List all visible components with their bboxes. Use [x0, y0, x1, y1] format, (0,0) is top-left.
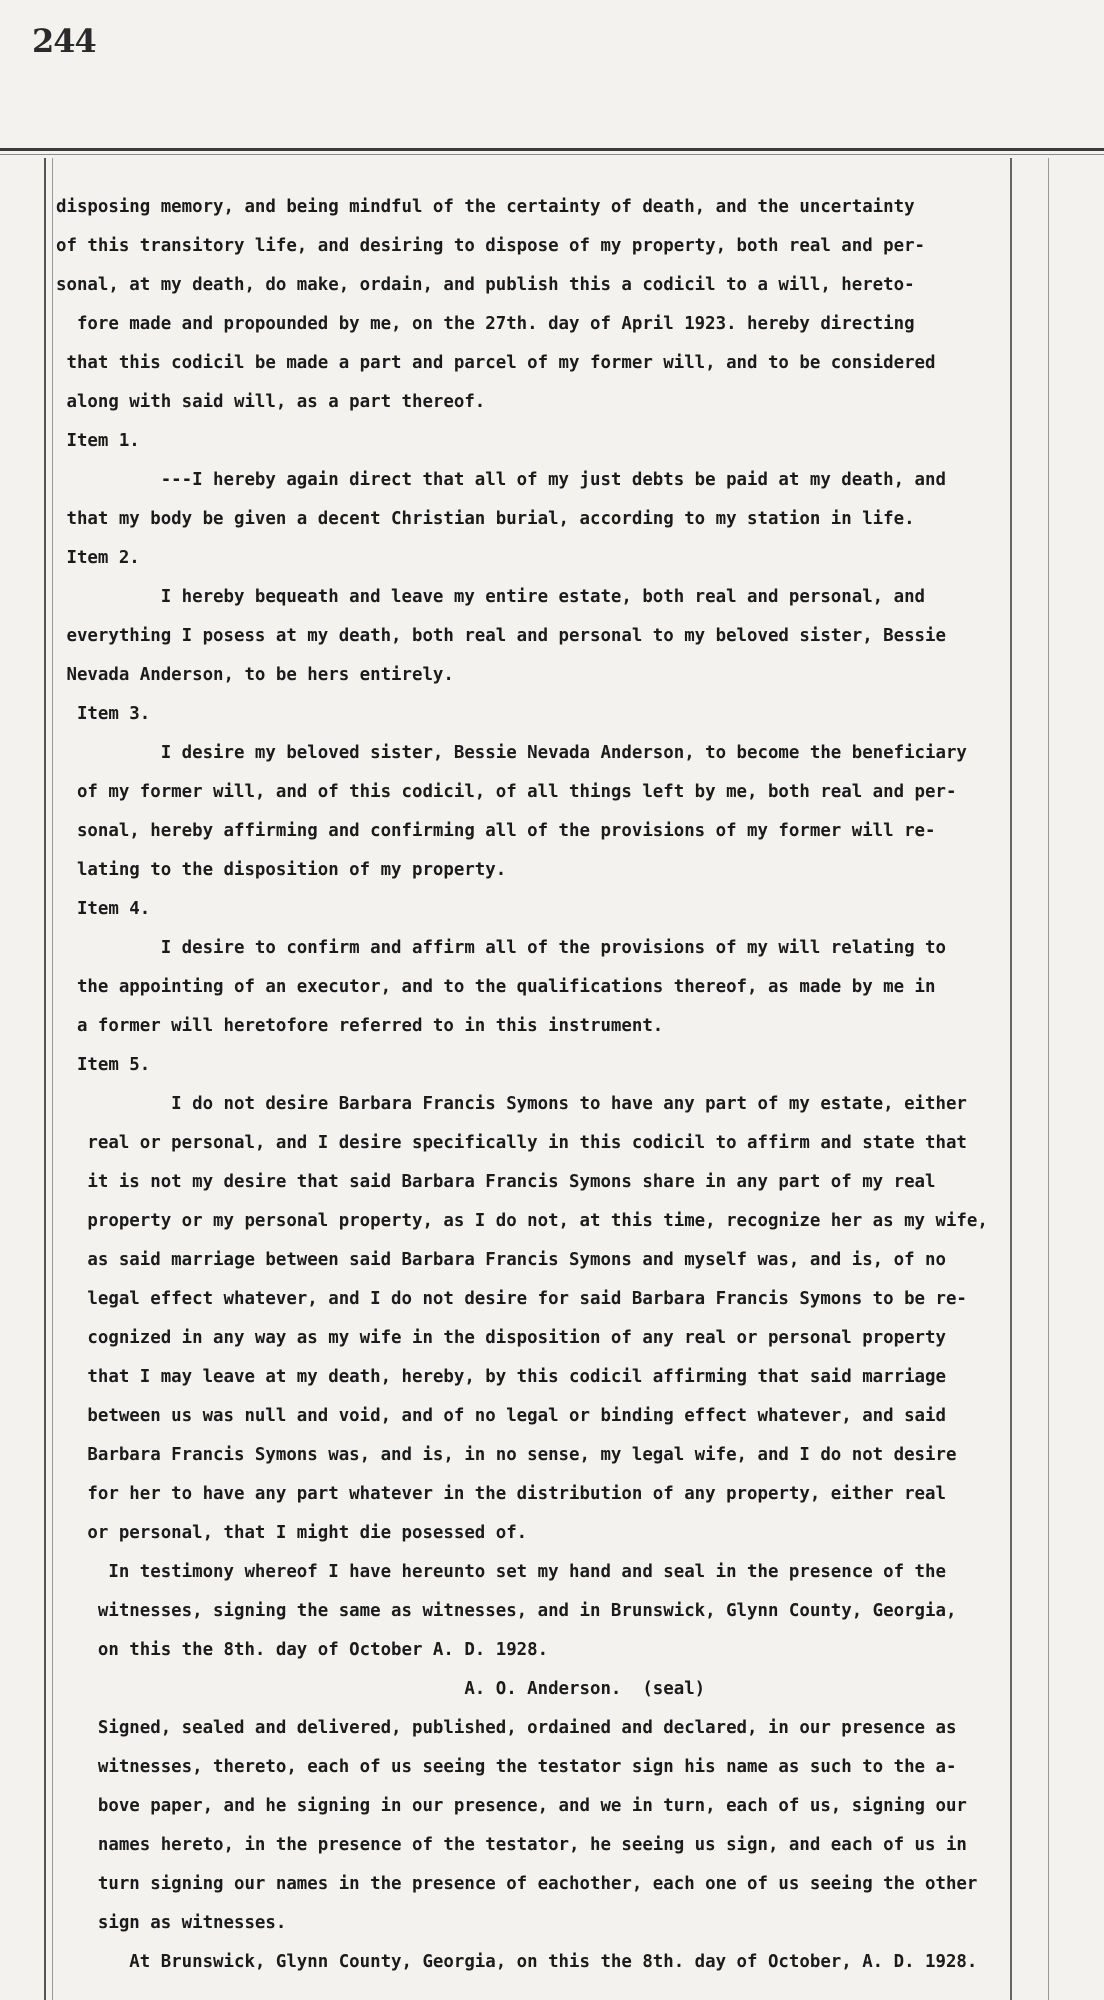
text-line: ---I hereby again direct that all of my just debts be paid at my death, and	[56, 470, 946, 490]
text-line: bove paper, and he signing in our presence, and we in turn, each of us, signing our	[56, 1796, 967, 1816]
text-line: sonal, at my death, do make, ordain, and publish this a codicil to a will, hereto-	[56, 275, 915, 295]
text-line: along with said will, as a part thereof.	[56, 392, 486, 412]
text-line: sonal, hereby affirming and confirming all of the provisions of my former will re-	[56, 821, 936, 841]
text-line: disposing memory, and being mindful of the certainty of death, and the uncertainty	[56, 197, 915, 217]
text-line: for her to have any part whatever in the distribution of any property, either real	[56, 1484, 946, 1504]
text-line: Item 5.	[56, 1055, 151, 1075]
text-line: names hereto, in the presence of the testator, he seeing us sign, and each of us in	[56, 1835, 967, 1855]
codicil-text-block	[56, 188, 1046, 1982]
text-line: Item 4.	[56, 899, 151, 919]
text-line: the appointing of an executor, and to the qualifications thereof, as made by me in	[56, 977, 936, 997]
text-line: as said marriage between said Barbara Francis Symons and myself was, and is, of no	[56, 1250, 946, 1270]
top-rule	[0, 148, 1104, 155]
text-line: legal effect whatever, and I do not desire for said Barbara Francis Symons to be re-	[56, 1289, 967, 1309]
text-line: of this transitory life, and desiring to dispose of my property, both real and per-	[56, 236, 926, 256]
text-line: I do not desire Barbara Francis Symons to have any part of my estate, either	[56, 1094, 967, 1114]
text-line: that my body be given a decent Christian burial, according to my station in life.	[56, 509, 915, 529]
text-line: a former will heretofore referred to in this instrument.	[56, 1016, 664, 1036]
text-line: I desire to confirm and affirm all of the provisions of my will relating to	[56, 938, 946, 958]
page-number: 244	[32, 22, 96, 60]
text-line: real or personal, and I desire specifically in this codicil to affirm and state that	[56, 1133, 967, 1153]
text-line: Item 3.	[56, 704, 151, 724]
text-line: sign as witnesses.	[56, 1913, 287, 1933]
text-line: A. O. Anderson. (seal)	[56, 1679, 706, 1699]
text-line: At Brunswick, Glynn County, Georgia, on this the 8th. day of October, A. D. 1928.	[56, 1952, 978, 1972]
text-line: fore made and propounded by me, on the 27th. day of April 1923. hereby directing	[56, 314, 915, 334]
text-line: I hereby bequeath and leave my entire estate, both real and personal, and	[56, 587, 926, 607]
text-line: Item 1.	[56, 431, 140, 451]
text-line: witnesses, signing the same as witnesses, and in Brunswick, Glynn County, Georgia,	[56, 1601, 957, 1621]
text-line: Barbara Francis Symons was, and is, in no sense, my legal wife, and I do not desire	[56, 1445, 957, 1465]
text-line: on this the 8th. day of October A. D. 1928.	[56, 1640, 549, 1660]
left-margin-frame	[44, 158, 53, 2000]
text-line: turn signing our names in the presence of eachother, each one of us seeing the other	[56, 1874, 978, 1894]
text-line: witnesses, thereto, each of us seeing the testator sign his name as such to the a-	[56, 1757, 957, 1777]
text-line: everything I posess at my death, both real and personal to my beloved sister, Bessie	[56, 626, 946, 646]
text-line: it is not my desire that said Barbara Francis Symons share in any part of my real	[56, 1172, 936, 1192]
text-line: Nevada Anderson, to be hers entirely.	[56, 665, 454, 685]
text-line: lating to the disposition of my property.	[56, 860, 507, 880]
text-line: cognized in any way as my wife in the disposition of any real or personal property	[56, 1328, 946, 1348]
right-outer-frame	[1048, 158, 1049, 2000]
text-line: that this codicil be made a part and parcel of my former will, and to be considered	[56, 353, 936, 373]
text-line: Item 2.	[56, 548, 140, 568]
text-line: property or my personal property, as I do not, at this time, recognize her as my wife,	[56, 1211, 988, 1231]
text-line: between us was null and void, and of no legal or binding effect whatever, and said	[56, 1406, 946, 1426]
text-line: of my former will, and of this codicil, of all things left by me, both real and per-	[56, 782, 957, 802]
text-line: or personal, that I might die posessed of.	[56, 1523, 528, 1543]
text-line: In testimony whereof I have hereunto set my hand and seal in the presence of the	[56, 1562, 946, 1582]
text-line: Signed, sealed and delivered, published, ordained and declared, in our presence as	[56, 1718, 957, 1738]
text-line: I desire my beloved sister, Bessie Nevada Anderson, to become the beneficiary	[56, 743, 967, 763]
text-line: that I may leave at my death, hereby, by this codicil affirming that said marriage	[56, 1367, 946, 1387]
